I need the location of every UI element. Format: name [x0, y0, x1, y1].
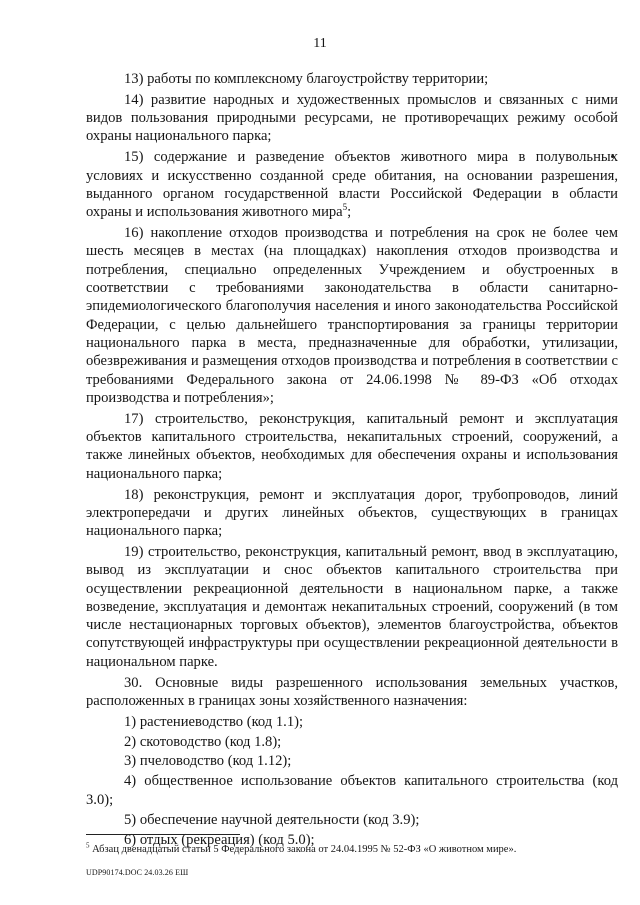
item-number: 2) — [124, 733, 137, 750]
item-number: 15) — [124, 149, 144, 166]
item-number: 14) — [124, 91, 144, 108]
item-text: строительство, реконструкция, капитальный ремонт и эксплуатация объектов капитального строительства, некапитальных строений, сооружений, а также линейных объектов, необходимых для обеспечения охраны и использования национального парка; — [86, 410, 618, 482]
page-number: 11 — [313, 36, 327, 51]
section-30 — [86, 674, 618, 711]
document-body — [86, 70, 618, 851]
item-number: 5) — [124, 812, 137, 829]
item-text: развитие народных и художественных промыслов и связанных с ними видов пользования природными ресурсами, не противоречащих режиму особой охраны национального парка; — [86, 91, 618, 145]
list-item-1 — [86, 713, 618, 731]
item-number: 18) — [124, 486, 144, 503]
item-text: обеспечение научной деятельности (код 3.9); — [139, 812, 420, 829]
footnote — [86, 843, 626, 856]
list-item-14 — [86, 91, 618, 146]
item-text: пчеловодство (код 1.12); — [139, 753, 292, 770]
item-number: 19) — [124, 543, 144, 560]
list-item-16 — [86, 224, 618, 407]
footnote-mark: 5 — [86, 841, 90, 850]
section-text: Основные виды разрешенного использования земельных участков, расположенных в границах зоны хозяйственного назначения: — [86, 674, 618, 709]
list-item-15 — [86, 148, 618, 221]
footnote-reference: 5 — [342, 202, 348, 213]
list-item-5 — [86, 811, 618, 829]
document-code: UDP90174.DOC 24.03.26 ЕШ — [86, 868, 189, 877]
item-number: 3) — [124, 753, 137, 770]
item-text: работы по комплексному благоустройству территории; — [147, 71, 489, 87]
item-text: отдых (рекреация) (код 5.0); — [139, 832, 315, 849]
section-number: 30. — [124, 674, 143, 691]
item-number: 1) — [124, 713, 137, 730]
list-item-3 — [86, 752, 618, 770]
list-item-17 — [86, 410, 618, 483]
footnote-divider — [86, 834, 240, 835]
list-item-13 — [86, 70, 618, 88]
item-text: общественное использование объектов капитального строительства (код 3.0); — [86, 773, 618, 808]
item-number: 17) — [124, 410, 144, 427]
item-text: реконструкция, ремонт и эксплуатация дорог, трубопроводов, линий электропередачи и других линейных объектов, существующих в границах национального парка; — [86, 486, 618, 540]
item-text: скотоводство (код 1.8); — [139, 733, 282, 750]
item-text: растениеводство (код 1.1); — [139, 713, 304, 730]
item-number: 13) — [124, 71, 144, 87]
item-text: содержание и разведение объектов животного мира в полувольных условиях и искусственно созданной среде обитания, на основании разрешения, выданного органом государственной власти Российской Федерации в области охраны и использования животного мира — [86, 149, 618, 221]
item-text: строительство, реконструкция, капитальный ремонт, ввод в эксплуатацию, вывод из эксплуатации и снос объектов капитального строительства при осуществлении рекреационной деятельности в национальном парке, а также возведение, эксплуатация и демонтаж некапитальных строений, сооружений (в том числе нестационарных торговых объектов), элементов благоустройства, объектов сопутствующей инфраструктуры при осуществлении рекреационной деятельности в национальном парке. — [86, 543, 618, 670]
item-text-tail: ; — [347, 204, 352, 221]
list-item-4 — [86, 772, 618, 809]
list-item-18 — [86, 486, 618, 541]
item-number: 6) — [124, 832, 137, 849]
list-item-19 — [86, 543, 618, 671]
footnote-text: Абзац двенадцатый статьи 5 Федерального закона от 24.04.1995 № 52-ФЗ «О животном мире». — [92, 844, 517, 855]
list-item-2 — [86, 733, 618, 751]
item-number: 16) — [124, 225, 144, 242]
item-number: 4) — [124, 773, 137, 790]
item-text: накопление отходов производства и потребления на срок не более чем шесть месяцев в местах (на площадках) накопления отходов производства и потребления, специально определенных Учреждением и обустроенных в соответствии с требованиями законодательства в области санитарно-эпидемиологического благополучия населения и иного законодательства Российской Федерации, с целью дальнейшего транспортирования за границы территории национального парка в места, предназначенные для обработки, утилизации, обезвреживания и размещения отходов производства и потребления в соответствии с требованиями Федерального закона от 24.06.1998 № 89-ФЗ «Об отходах производства и потребления»; — [86, 225, 619, 406]
